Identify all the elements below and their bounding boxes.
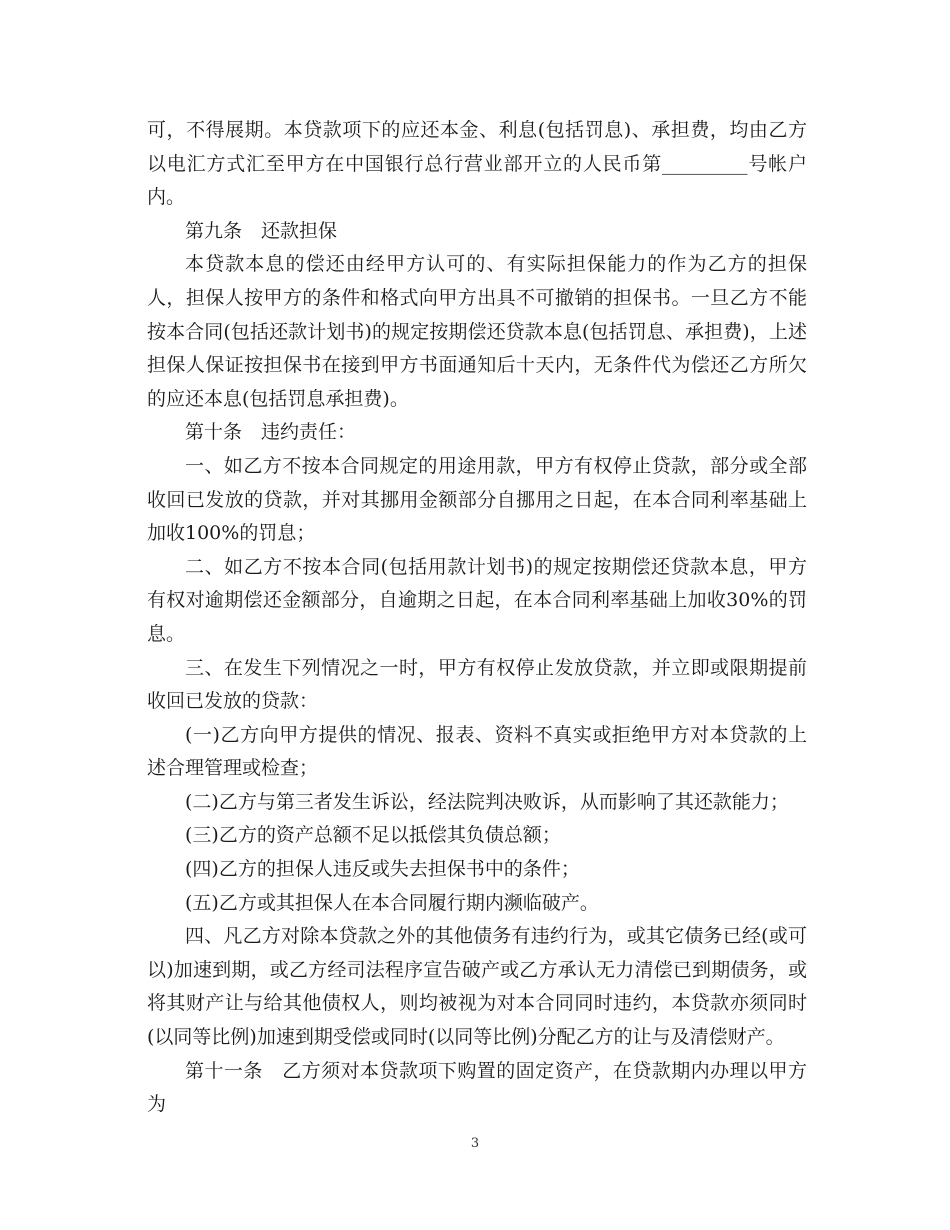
article-9-heading: 第九条 还款担保	[185, 219, 338, 242]
paragraph: 一、如乙方不按本合同规定的用途用款，甲方有权停止贷款，部分或全部收回已发放的贷款，并对其挪用金额部分自挪用之日起，在本合同利率基础上加收100%的罚息；	[147, 454, 807, 545]
list-item: (四)乙方的担保人违反或失去担保书中的条件；	[185, 858, 580, 881]
paragraph: 可，不得展期。本贷款项下的应还本金、利息(包括罚息)、承担费，均由乙方以电汇方式汇至甲方在中国银行总行营业部开立的人民币第_________号帐户内。	[147, 119, 807, 209]
article-11-heading: 第十一条 乙方须对本贷款项下购置的固定资产，在贷款期内办理以甲方为	[147, 1059, 807, 1116]
list-item: (一)乙方向甲方提供的情况、报表、资料不真实或拒绝甲方对本贷款的上述合理管理或检查；	[147, 723, 807, 780]
list-item: (五)乙方或其担保人在本合同履行期内濒临破产。	[185, 891, 599, 914]
list-item: (三)乙方的资产总额不足以抵偿其负债总额；	[185, 824, 561, 847]
document-body	[147, 114, 807, 1122]
list-item: (二)乙方与第三者发生诉讼，经法院判决败诉，从而影响了其还款能力；	[185, 790, 789, 813]
paragraph: 本贷款本息的偿还由经甲方认可的、有实际担保能力的作为乙方的担保人，担保人按甲方的条件和格式向甲方出具不可撤销的担保书。一旦乙方不能按本合同(包括还款计划书)的规定按期偿还贷款本息(包括罚息、承担费)，上述担保人保证按担保书在接到甲方书面通知后十天内，无条件代为偿还乙方所欠的应还本息(包括罚息承担费)。	[147, 253, 807, 410]
page-number: 3	[470, 1136, 480, 1151]
paragraph: 二、如乙方不按本合同(包括用款计划书)的规定按期偿还贷款本息，甲方有权对逾期偿还金额部分，自逾期之日起，在本合同利率基础上加收30%的罚息。	[147, 555, 807, 645]
paragraph: 四、凡乙方对除本贷款之外的其他债务有违约行为，或其它债务已经(或可以)加速到期，或乙方经司法程序宣告破产或乙方承认无力清偿已到期债务，或将其财产让与给其他债权人，则均被视为对本合同同时违约，本贷款亦须同时(以同等比例)加速到期受偿或同时(以同等比例)分配乙方的让与及清偿财产。	[147, 925, 807, 1049]
paragraph: 三、在发生下列情况之一时，甲方有权停止发放贷款，并立即或限期提前收回已发放的贷款：	[147, 656, 807, 713]
article-10-heading: 第十条 违约责任：	[185, 421, 357, 444]
